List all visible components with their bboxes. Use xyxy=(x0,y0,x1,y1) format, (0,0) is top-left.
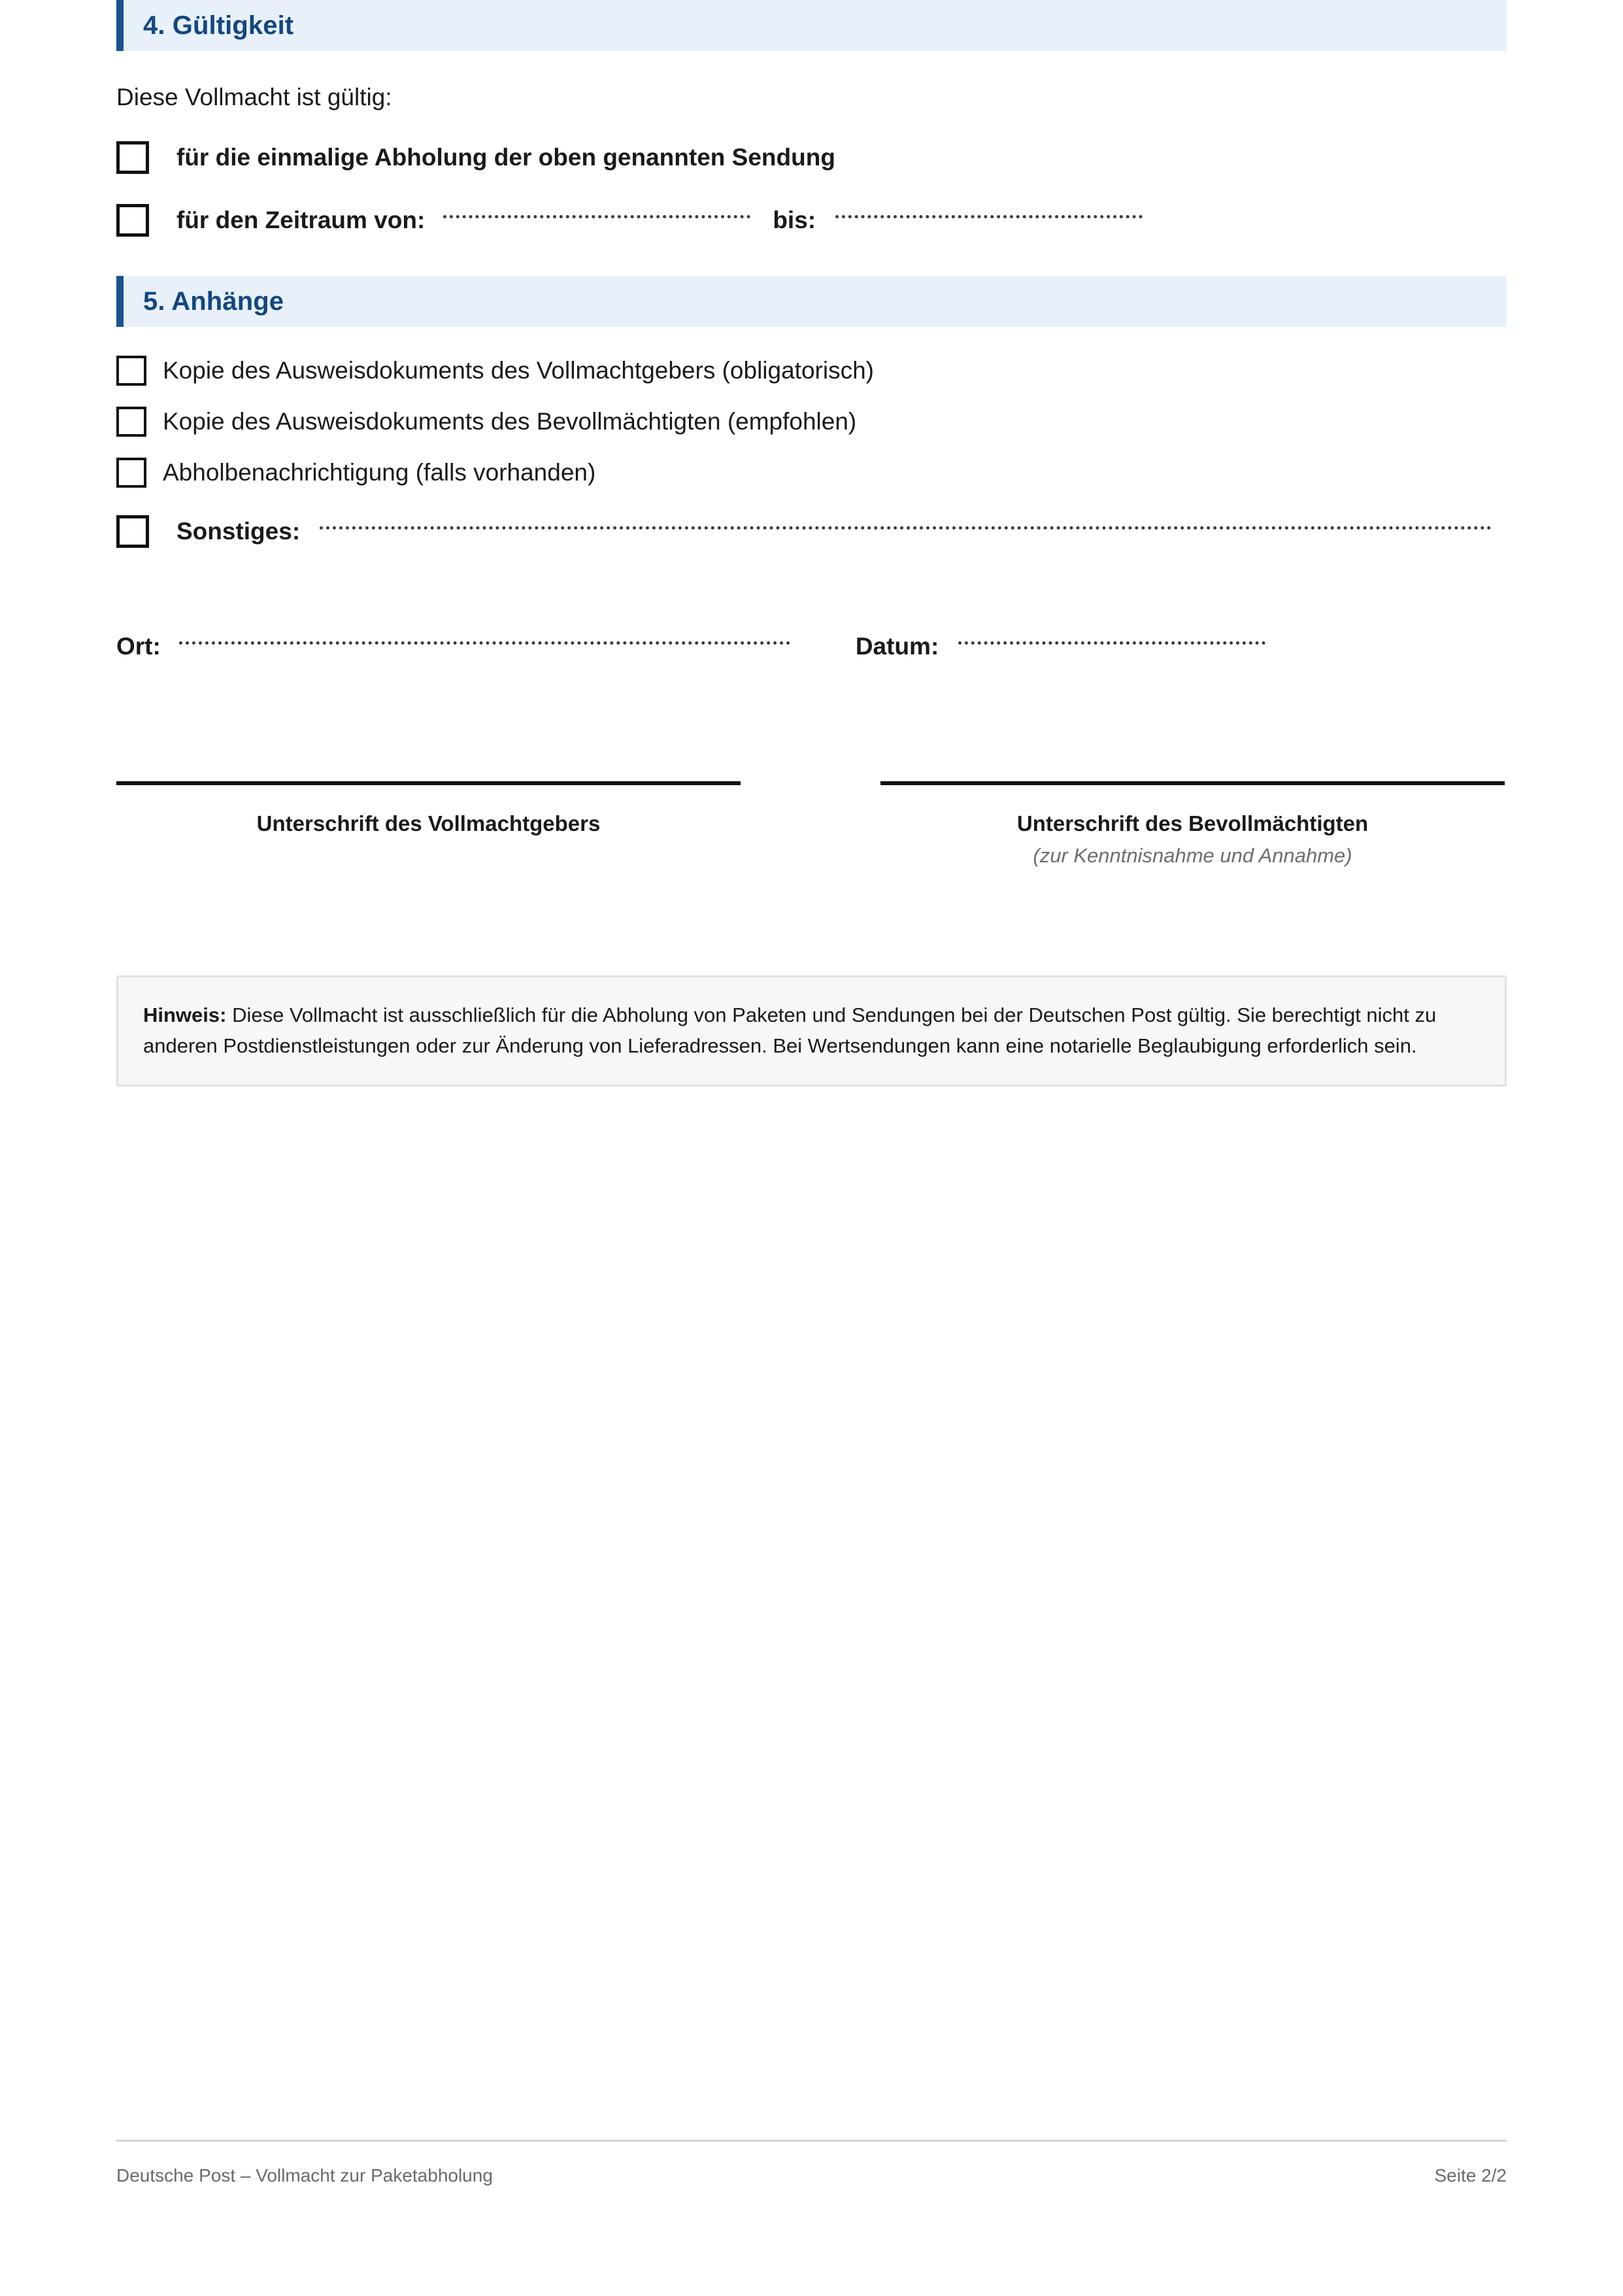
validity-period-from-label: für den Zeitraum von: xyxy=(176,207,426,233)
notice-box xyxy=(116,975,1507,1087)
signature-line[interactable] xyxy=(880,781,1505,785)
validity-period-to-input[interactable] xyxy=(835,215,1143,218)
section-title: 4. Gültigkeit xyxy=(143,10,294,40)
attachment-item-label: Kopie des Ausweisdokuments des Vollmachtgebers (obligatorisch) xyxy=(163,357,874,384)
date-input[interactable] xyxy=(958,641,1265,645)
signature-caption: Unterschrift des Bevollmächtigten xyxy=(1016,811,1369,836)
checkbox-icon[interactable] xyxy=(116,458,146,488)
signature-block-agent xyxy=(880,781,1505,868)
validity-option-period[interactable] xyxy=(116,204,1507,237)
attachment-other-input[interactable] xyxy=(320,526,1492,530)
section-accent-bar xyxy=(116,276,124,327)
section-accent-bar xyxy=(116,0,124,51)
checkbox-icon[interactable] xyxy=(116,141,149,174)
signature-area xyxy=(116,781,1507,868)
checkbox-icon[interactable] xyxy=(116,515,149,548)
date-group xyxy=(856,633,1265,660)
footer-document-title: Deutsche Post – Vollmacht zur Paketabholung xyxy=(116,2165,493,2186)
section-title: 5. Anhänge xyxy=(143,286,284,316)
validity-period-to-label: bis: xyxy=(773,207,816,233)
place-label: Ort: xyxy=(116,633,161,660)
attachment-item-pickup-notice[interactable] xyxy=(116,458,1507,488)
signature-block-grantor xyxy=(116,781,741,868)
place-date-row xyxy=(116,633,1507,660)
attachment-item-id-copy-agent[interactable] xyxy=(116,407,1507,437)
place-input[interactable] xyxy=(179,641,790,645)
validity-option-single-pickup[interactable] xyxy=(116,141,1507,174)
validity-intro-text: Diese Vollmacht ist gültig: xyxy=(116,84,392,110)
validity-option-label: für die einmalige Abholung der oben genannten Sendung xyxy=(176,144,835,171)
signature-subcaption: (zur Kenntnisnahme und Annahme) xyxy=(1033,844,1352,867)
notice-label: Hinweis: xyxy=(143,1004,227,1026)
footer-page-number: Seite 2/2 xyxy=(1434,2165,1507,2186)
attachment-item-id-copy-grantor[interactable] xyxy=(116,356,1507,386)
attachment-item-label: Kopie des Ausweisdokuments des Bevollmächtigten (empfohlen) xyxy=(163,408,857,435)
section-header-anhaenge xyxy=(116,276,1507,327)
validity-period-from-input[interactable] xyxy=(443,215,750,218)
checkbox-icon[interactable] xyxy=(116,407,146,437)
signature-line[interactable] xyxy=(116,781,741,785)
notice-text: Diese Vollmacht ist ausschließlich für die Abholung von Paketen und Sendungen bei der Deutschen Post gültig. Sie berechtigt nicht zu anderen Postdienstleistungen oder zur Änderung von Lieferadressen. Bei Wertsendungen kann eine notarielle Beglaubigung erforderlich sein. xyxy=(143,1004,1437,1058)
page-footer xyxy=(116,2140,1507,2186)
signature-caption: Unterschrift des Vollmachtgebers xyxy=(256,811,601,836)
attachment-item-label: Abholbenachrichtigung (falls vorhanden) xyxy=(163,459,596,486)
section-header-gueltigkeit xyxy=(116,0,1507,51)
attachment-item-other[interactable] xyxy=(116,515,1507,548)
attachment-other-label: Sonstiges: xyxy=(176,518,301,545)
checkbox-icon[interactable] xyxy=(116,204,149,237)
date-label: Datum: xyxy=(855,633,939,660)
checkbox-icon[interactable] xyxy=(116,356,146,386)
footer-divider xyxy=(116,2140,1507,2142)
